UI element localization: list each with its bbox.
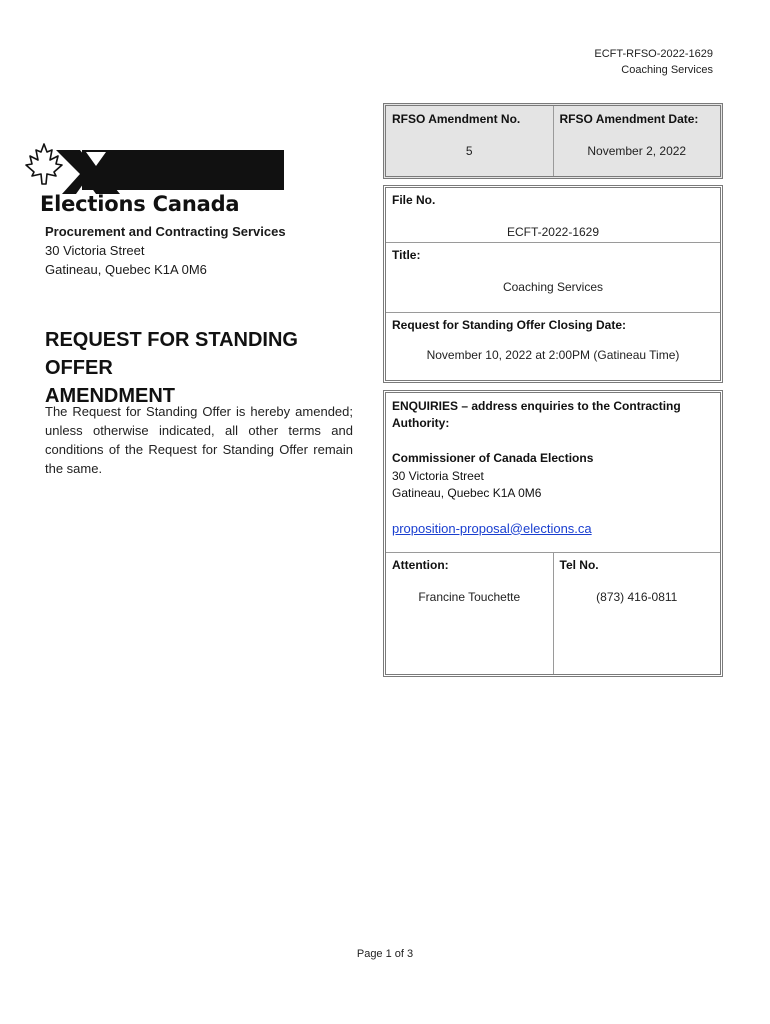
amendment-number-value: 5 [465,144,473,158]
closing-date-label: Request for Standing Offer Closing Date: [392,318,627,332]
reference-subject: Coaching Services [621,64,713,76]
telephone-value: (873) 416-0811 [596,590,678,604]
amendment-date-value: November 2, 2022 [587,144,687,158]
amendment-statement: The Request for Standing Offer is hereby amended; unless otherwise indicated, all other terms and conditions of the Request for Standing Offer remain the same. [45,404,353,476]
org-street: 30 Victoria Street [45,243,145,258]
attention-label: Attention: [392,558,449,572]
department-name: Procurement and Contracting Services [45,224,286,239]
enquiries-box [383,390,723,677]
closing-date-row [386,313,720,380]
enquiries-heading: ENQUIRIES – address enquiries to the Contracting Authority: [392,399,681,430]
file-number-value: ECFT-2022-1629 [506,225,600,239]
page-title [45,326,365,410]
file-info-box [383,185,723,383]
file-number-row [386,188,720,243]
closing-date-value: November 10, 2022 at 2:00PM (Gatineau Time) [426,348,680,362]
page-number: Page 1 of 3 [356,948,414,960]
title-row [386,243,720,313]
title-line-2: AMENDMENT [45,385,175,407]
telephone-cell [553,553,721,674]
attention-value: Francine Touchette [418,590,521,604]
reference-number: ECFT-RFSO-2022-1629 [594,48,713,60]
title-line-1: REQUEST FOR STANDING OFFER [45,329,298,379]
logo-wordmark: Elections Canada [40,192,240,216]
attention-cell [386,553,553,674]
contracting-authority-section [386,393,720,553]
title-value: Coaching Services [502,280,604,294]
file-number-label: File No. [392,193,436,207]
amendment-number-cell [386,106,553,176]
organization-address [45,222,286,279]
amendment-date-label: RFSO Amendment Date: [559,112,699,126]
authority-city: Gatineau, Quebec K1A 0M6 [392,486,542,500]
org-city: Gatineau, Quebec K1A 0M6 [45,262,207,277]
contact-row [386,553,720,674]
telephone-label: Tel No. [559,558,599,572]
amendment-number-label: RFSO Amendment No. [392,112,521,126]
amendment-date-cell [553,106,721,176]
amendment-info-box [383,103,723,179]
authority-street: 30 Victoria Street [392,468,484,483]
document-reference [594,46,713,78]
contact-email-link[interactable]: proposition-proposal@elections.ca [392,520,592,536]
authority-name: Commissioner of Canada Elections [392,451,594,465]
title-label: Title: [392,248,421,262]
